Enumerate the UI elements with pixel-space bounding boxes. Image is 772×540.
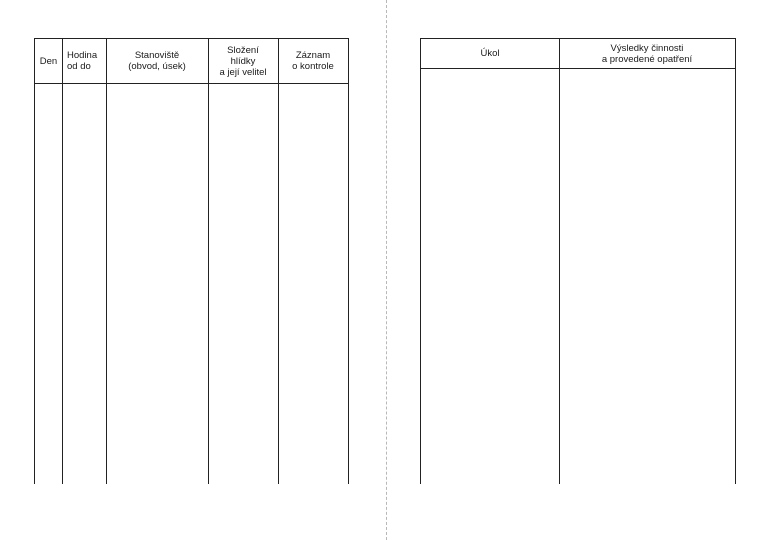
header-results: Výsledky činnosti a provedené opatření <box>601 42 693 65</box>
header-record: Záznam o kontrole <box>292 50 334 72</box>
header-day: Den <box>39 55 58 67</box>
page-fold-line <box>386 0 387 540</box>
patrol-log-table <box>34 38 349 484</box>
column-divider <box>62 39 63 484</box>
column-divider <box>208 39 209 484</box>
patrol-log-header <box>35 39 348 84</box>
header-station: Stanoviště (obvod, úsek) <box>128 50 186 72</box>
task-results-header <box>421 39 735 69</box>
header-hour: Hodina od do <box>67 50 98 72</box>
header-patrol: Složení hlídky a její velitel <box>219 44 267 78</box>
column-divider <box>559 39 560 484</box>
header-task: Úkol <box>480 48 500 59</box>
task-results-table <box>420 38 736 484</box>
column-divider <box>106 39 107 484</box>
column-divider <box>278 39 279 484</box>
